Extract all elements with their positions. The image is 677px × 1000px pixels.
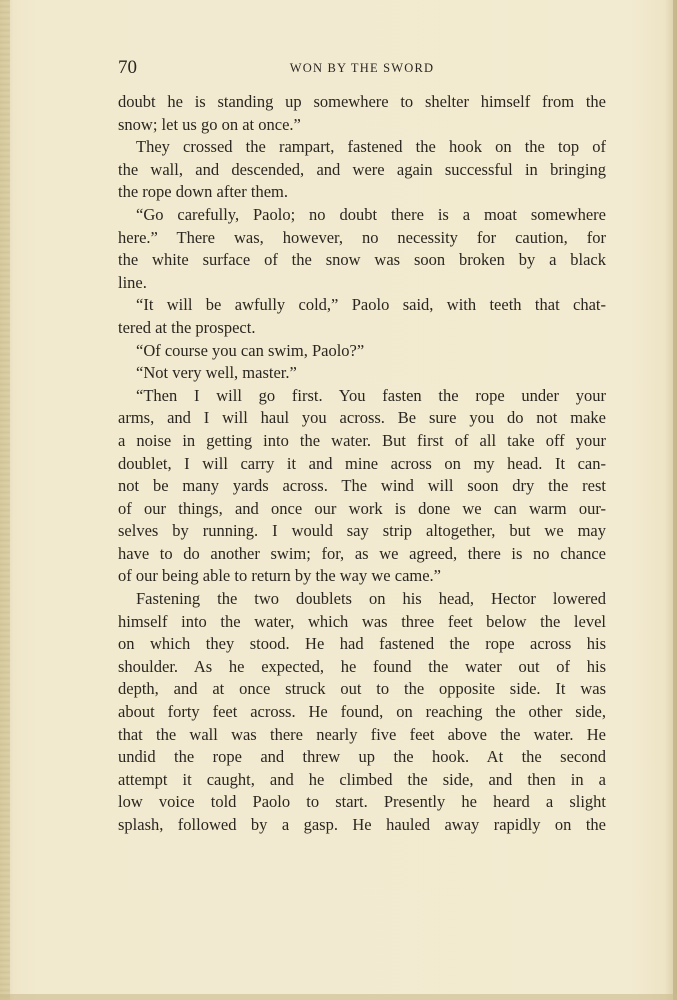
text-line: line.: [118, 272, 147, 292]
text-line: shoulder. As he expected, he found the water out of his: [118, 656, 606, 676]
text-line: the rope down after them.: [118, 182, 288, 202]
text-line: not be many yards across. The wind will soon dry the rest: [118, 476, 606, 496]
text-line: “It will be awfully cold,” Paolo said, with teeth that chat-: [136, 295, 606, 315]
text-line: “Then I will go first. You fasten the rope under your: [136, 385, 606, 405]
text-line: arms, and I will haul you across. Be sure you do not make: [118, 408, 606, 428]
text-line: attempt it caught, and he climbed the side, and then in a: [118, 769, 606, 789]
running-title: WON BY THE SWORD: [289, 61, 435, 75]
text-line: “Not very well, master.”: [136, 363, 297, 383]
text-line: of our being able to return by the way we came.”: [118, 566, 441, 586]
text-line: himself into the water, which was three feet below the level: [118, 611, 606, 631]
text-line: undid the rope and threw up the hook. At the second: [118, 747, 606, 767]
text-line: splash, followed by a gasp. He hauled away rapidly on the: [118, 815, 606, 834]
text-line: the wall, and descended, and were again successful in bringing: [118, 159, 606, 179]
text-line: “Go carefully, Paolo; no doubt there is a moat somewhere: [136, 204, 606, 224]
text-line: that the wall was there nearly five feet above the water. He: [118, 724, 606, 744]
text-line: selves by running. I would say strip altogether, but we may: [118, 521, 606, 541]
page-number: 70: [118, 57, 137, 78]
text-line: a noise in getting into the water. But first of all take off your: [118, 430, 606, 450]
text-line: They crossed the rampart, fastened the hook on the top of: [136, 137, 606, 157]
page-binding-edge: [0, 0, 10, 1000]
text-line: of our things, and once our work is done we can warm our-: [118, 498, 606, 518]
page-outer-edge: [673, 0, 677, 1000]
text-line: doubt he is standing up somewhere to shelter himself from the: [118, 92, 606, 111]
text-line: tered at the prospect.: [118, 317, 256, 337]
page-header: [118, 56, 606, 80]
text-line: doublet, I will carry it and mine across on my head. It can-: [118, 453, 606, 473]
text-line: have to do another swim; for, as we agreed, there is no chance: [118, 543, 606, 563]
text-line: Fastening the two doublets on his head, Hector lowered: [136, 589, 606, 609]
text-line: “Of course you can swim, Paolo?”: [136, 340, 365, 360]
text-line: low voice told Paolo to start. Presently he heard a slight: [118, 792, 606, 812]
body-text: [118, 91, 606, 837]
text-line: here.” There was, however, no necessity for caution, for: [118, 227, 606, 247]
text-line: on which they stood. He had fastened the rope across his: [118, 634, 606, 654]
text-line: about forty feet across. He found, on reaching the other side,: [118, 702, 606, 722]
text-line: depth, and at once struck out to the opposite side. It was: [118, 679, 606, 699]
text-line: the white surface of the snow was soon broken by a black: [118, 250, 606, 270]
page-bottom-edge: [0, 994, 677, 1000]
text-line: snow; let us go on at once.”: [118, 114, 301, 134]
